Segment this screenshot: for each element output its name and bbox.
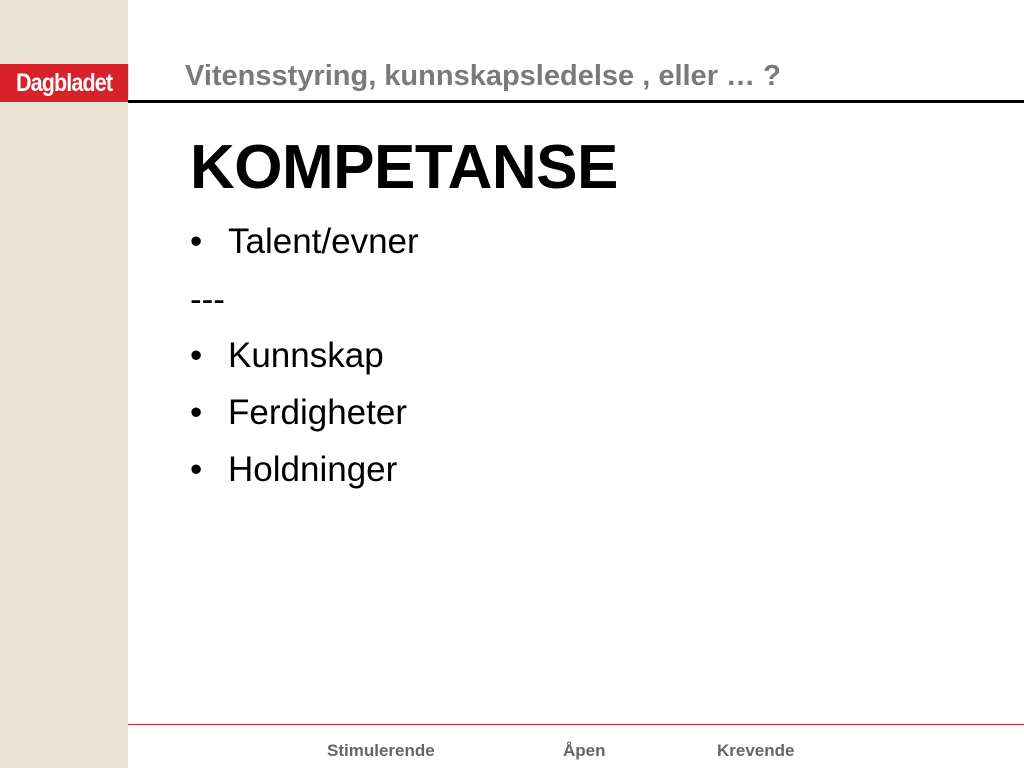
sidebar (0, 0, 128, 768)
bullet-glyph: • (190, 222, 203, 261)
footer-value-apen: Åpen (563, 741, 606, 760)
bullet-glyph: • (190, 393, 203, 432)
dagbladet-logo: Dagbladet (0, 64, 128, 102)
separator-line (190, 280, 225, 320)
bullet-glyph: • (190, 450, 203, 489)
bullet-item-text: Talent/evner (228, 222, 419, 261)
slide-header-title: Vitensstyring, kunnskapsledelse , eller … ? (185, 60, 781, 92)
header-divider (128, 100, 1024, 103)
footer-value-stimulerende: Stimulerende (327, 741, 435, 760)
separator-text: --- (190, 280, 225, 319)
bullet-glyph: • (190, 336, 203, 375)
bullet-item-text: Kunnskap (228, 336, 384, 375)
footer-value-krevende: Krevende (717, 741, 795, 760)
slide-heading: KOMPETANSE (190, 133, 618, 202)
bullet-item-text: Holdninger (228, 450, 398, 489)
bullet-item-text: Ferdigheter (228, 393, 407, 432)
footer-divider (128, 724, 1024, 725)
